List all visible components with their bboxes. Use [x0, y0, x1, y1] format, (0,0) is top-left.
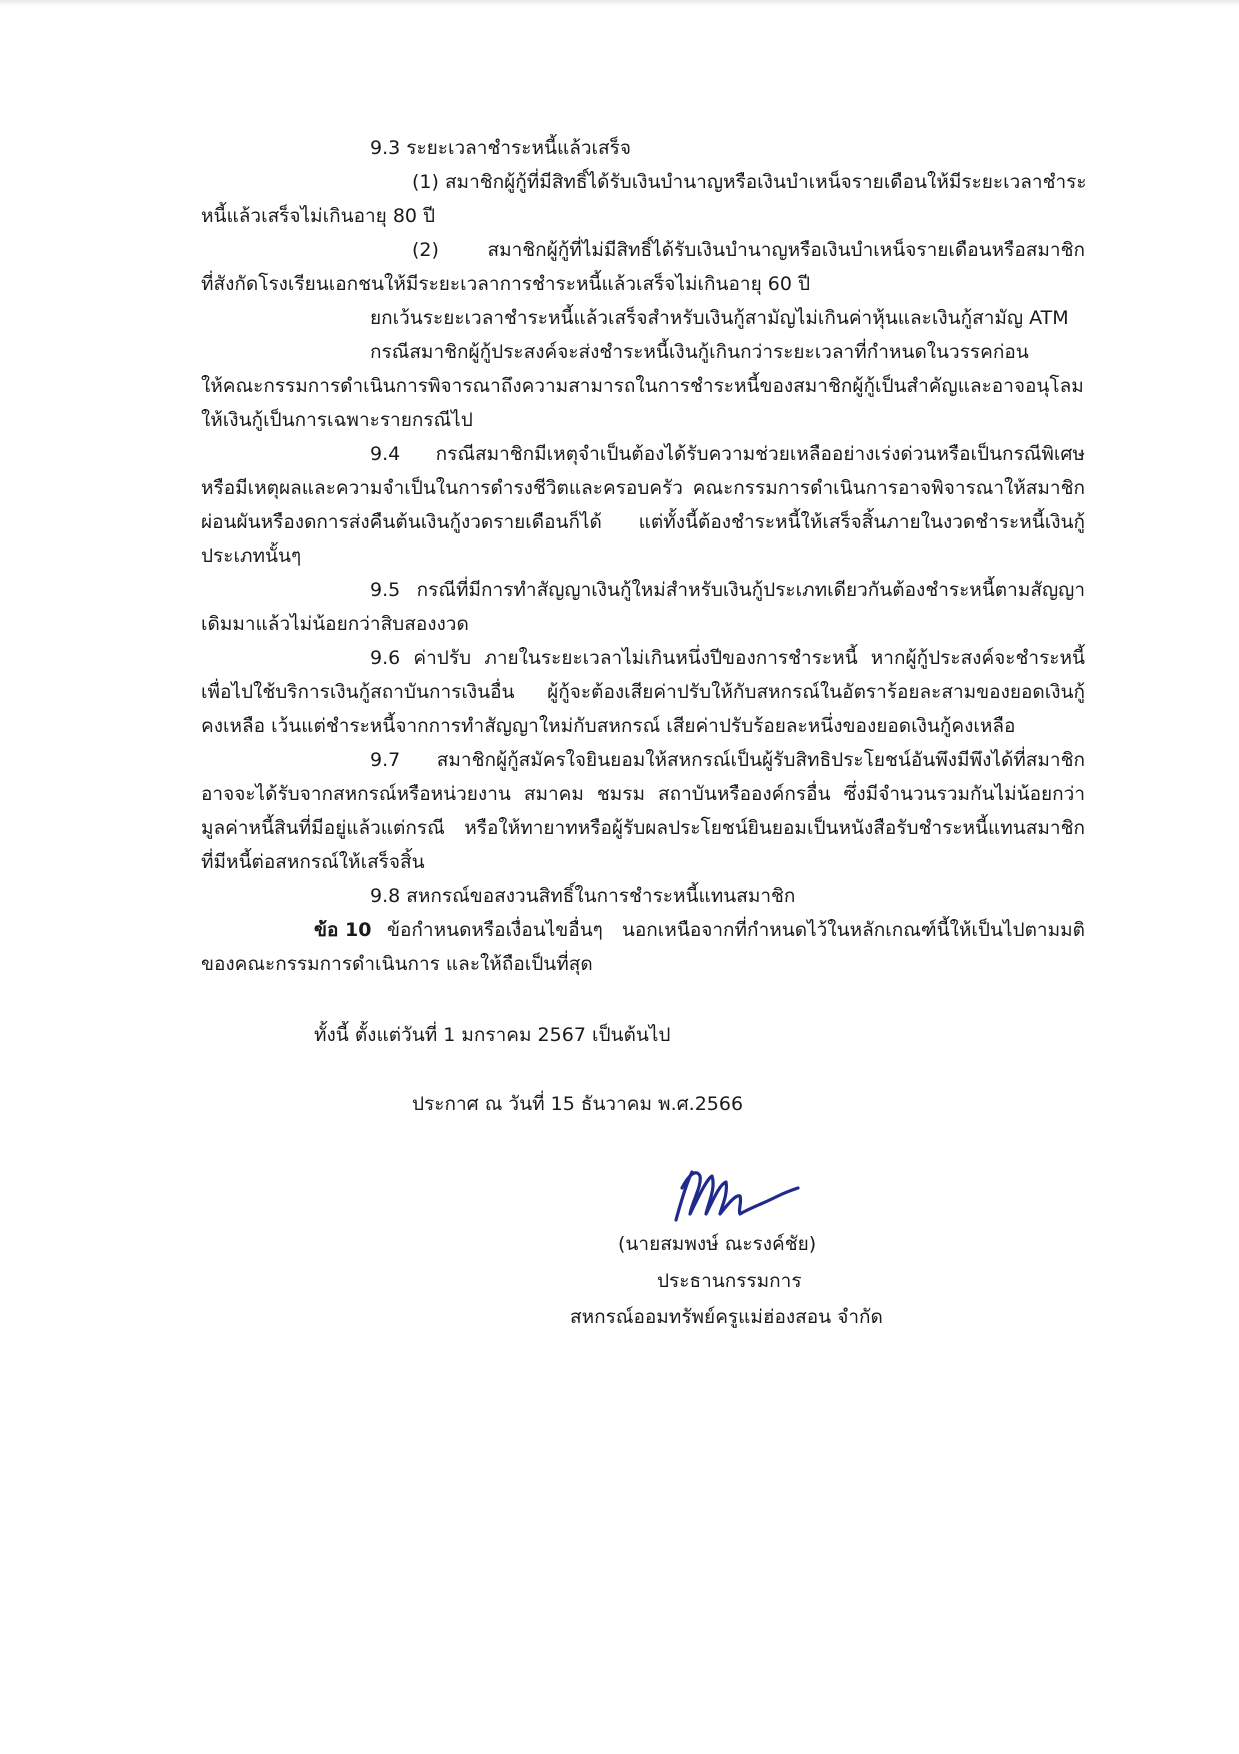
- clause-9-4-line-1: 9.4 กรณีสมาชิกมีเหตุจำเป็นต้องได้รับความช่วยเหลืออย่างเร่งด่วนหรือเป็นกรณีพิเศษ: [370, 443, 1085, 465]
- scan-edge: [0, 0, 1239, 6]
- clause-9-3-2-line-2: ที่สังกัดโรงเรียนเอกชนให้มีระยะเวลาการชำระหนี้แล้วเสร็จไม่เกินอายุ 60 ปี: [201, 273, 811, 295]
- clause-9-8: 9.8 สหกรณ์ขอสงวนสิทธิ์ในการชำระหนี้แทนสมาชิก: [370, 885, 796, 907]
- clause-9-7-line-3: มูลค่าหนี้สินที่มีอยู่แล้วแต่กรณี หรือให้ทายาทหรือผู้รับผลประโยชน์ยินยอมเป็นหนังสือรับชำระหนี้แทนสมาชิก: [201, 817, 1085, 839]
- clause-9-3-1-line-1: (1) สมาชิกผู้กู้ที่มีสิทธิ์ได้รับเงินบำนาญหรือเงินบำเหน็จรายเดือนให้มีระยะเวลาชำระ: [412, 171, 1087, 193]
- clause-9-6-line-1: 9.6 ค่าปรับ ภายในระยะเวลาไม่เกินหนึ่งปีของการชำระหนี้ หากผู้กู้ประสงค์จะชำระหนี้: [370, 647, 1085, 669]
- clause-10-line-2: ของคณะกรรมการดำเนินการ และให้ถือเป็นที่สุด: [201, 953, 593, 975]
- signer-organization: สหกรณ์ออมทรัพย์ครูแม่ฮ่องสอน จำกัด: [570, 1306, 883, 1328]
- signature: [662, 1158, 802, 1228]
- clause-9-7-line-4: ที่มีหนี้ต่อสหกรณ์ให้เสร็จสิ้น: [201, 851, 425, 873]
- effective-date: ทั้งนี้ ตั้งแต่วันที่ 1 มกราคม 2567 เป็นต้นไป: [314, 1024, 671, 1046]
- signer-title: ประธานกรรมการ: [657, 1270, 802, 1292]
- clause-9-4-line-3: ผ่อนผันหรืองดการส่งคืนต้นเงินกู้งวดรายเดือนก็ได้ แต่ทั้งนี้ต้องชำระหนี้ให้เสร็จสิ้นภายในงวดชำระหนี้เงินกู้: [201, 511, 1085, 533]
- clause-9-6-line-3: คงเหลือ เว้นแต่ชำระหนี้จากการทำสัญญาใหม่กับสหกรณ์ เสียค่าปรับร้อยละหนึ่งของยอดเงินกู้คงเหลือ: [201, 715, 1016, 737]
- clause-9-4-line-2: หรือมีเหตุผลและความจำเป็นในการดำรงชีวิตและครอบครัว คณะกรรมการดำเนินการอาจพิจารณาให้สมาชิก: [201, 477, 1085, 499]
- clause-9-3-1-line-2: หนี้แล้วเสร็จไม่เกินอายุ 80 ปี: [201, 205, 436, 227]
- announcement-date: ประกาศ ณ วันที่ 15 ธันวาคม พ.ศ.2566: [412, 1093, 744, 1115]
- clause-9-7-line-2: อาจจะได้รับจากสหกรณ์หรือหน่วยงาน สมาคม ชมรม สถาบันหรือองค์กรอื่น ซึ่งมีจำนวนรวมกันไม่น้อยกว่า: [201, 783, 1085, 805]
- signer-name: (นายสมพงษ์ ณะรงค์ชัย): [618, 1233, 817, 1255]
- clause-9-3-title: 9.3 ระยะเวลาชำระหนี้แล้วเสร็จ: [370, 137, 631, 159]
- clause-9-5-line-1: 9.5 กรณีที่มีการทำสัญญาเงินกู้ใหม่สำหรับเงินกู้ประเภทเดียวกันต้องชำระหนี้ตามสัญญา: [370, 579, 1085, 601]
- clause-9-3-exception: ยกเว้นระยะเวลาชำระหนี้แล้วเสร็จสำหรับเงินกู้สามัญไม่เกินค่าหุ้นและเงินกู้สามัญ ATM: [370, 307, 1069, 329]
- clause-9-6-line-2: เพื่อไปใช้บริการเงินกู้สถาบันการเงินอื่น ผู้กู้จะต้องเสียค่าปรับให้กับสหกรณ์ในอัตราร้อยละสามของยอดเงินกู้: [201, 681, 1085, 703]
- clause-9-3-case-line-2: ให้คณะกรรมการดำเนินการพิจารณาถึงความสามารถในการชำระหนี้ของสมาชิกผู้กู้เป็นสำคัญและอาจอนุโลม: [201, 375, 1084, 397]
- clause-10-line-1: ข้อกำหนดหรือเงื่อนไขอื่นๆ นอกเหนือจากที่กำหนดไว้ในหลักเกณฑ์นี้ให้เป็นไปตามมติ: [387, 919, 1085, 941]
- clause-9-3-case-line-1: กรณีสมาชิกผู้กู้ประสงค์จะส่งชำระหนี้เงินกู้เกินกว่าระยะเวลาที่กำหนดในวรรคก่อน: [370, 341, 1029, 363]
- clause-9-4-line-4: ประเภทนั้นๆ: [201, 545, 302, 567]
- clause-10-label: ข้อ 10: [314, 919, 372, 941]
- clause-9-5-line-2: เดิมมาแล้วไม่น้อยกว่าสิบสองงวด: [201, 613, 469, 635]
- clause-9-3-case-line-3: ให้เงินกู้เป็นการเฉพาะรายกรณีไป: [201, 409, 473, 431]
- clause-9-3-2-line-1: (2) สมาชิกผู้กู้ที่ไม่มีสิทธิ์ได้รับเงินบำนาญหรือเงินบำเหน็จรายเดือนหรือสมาชิก: [412, 239, 1085, 261]
- clause-9-7-line-1: 9.7 สมาชิกผู้กู้สมัครใจยินยอมให้สหกรณ์เป็นผู้รับสิทธิประโยชน์อันพึงมีพึงได้ที่สมาชิก: [370, 749, 1085, 771]
